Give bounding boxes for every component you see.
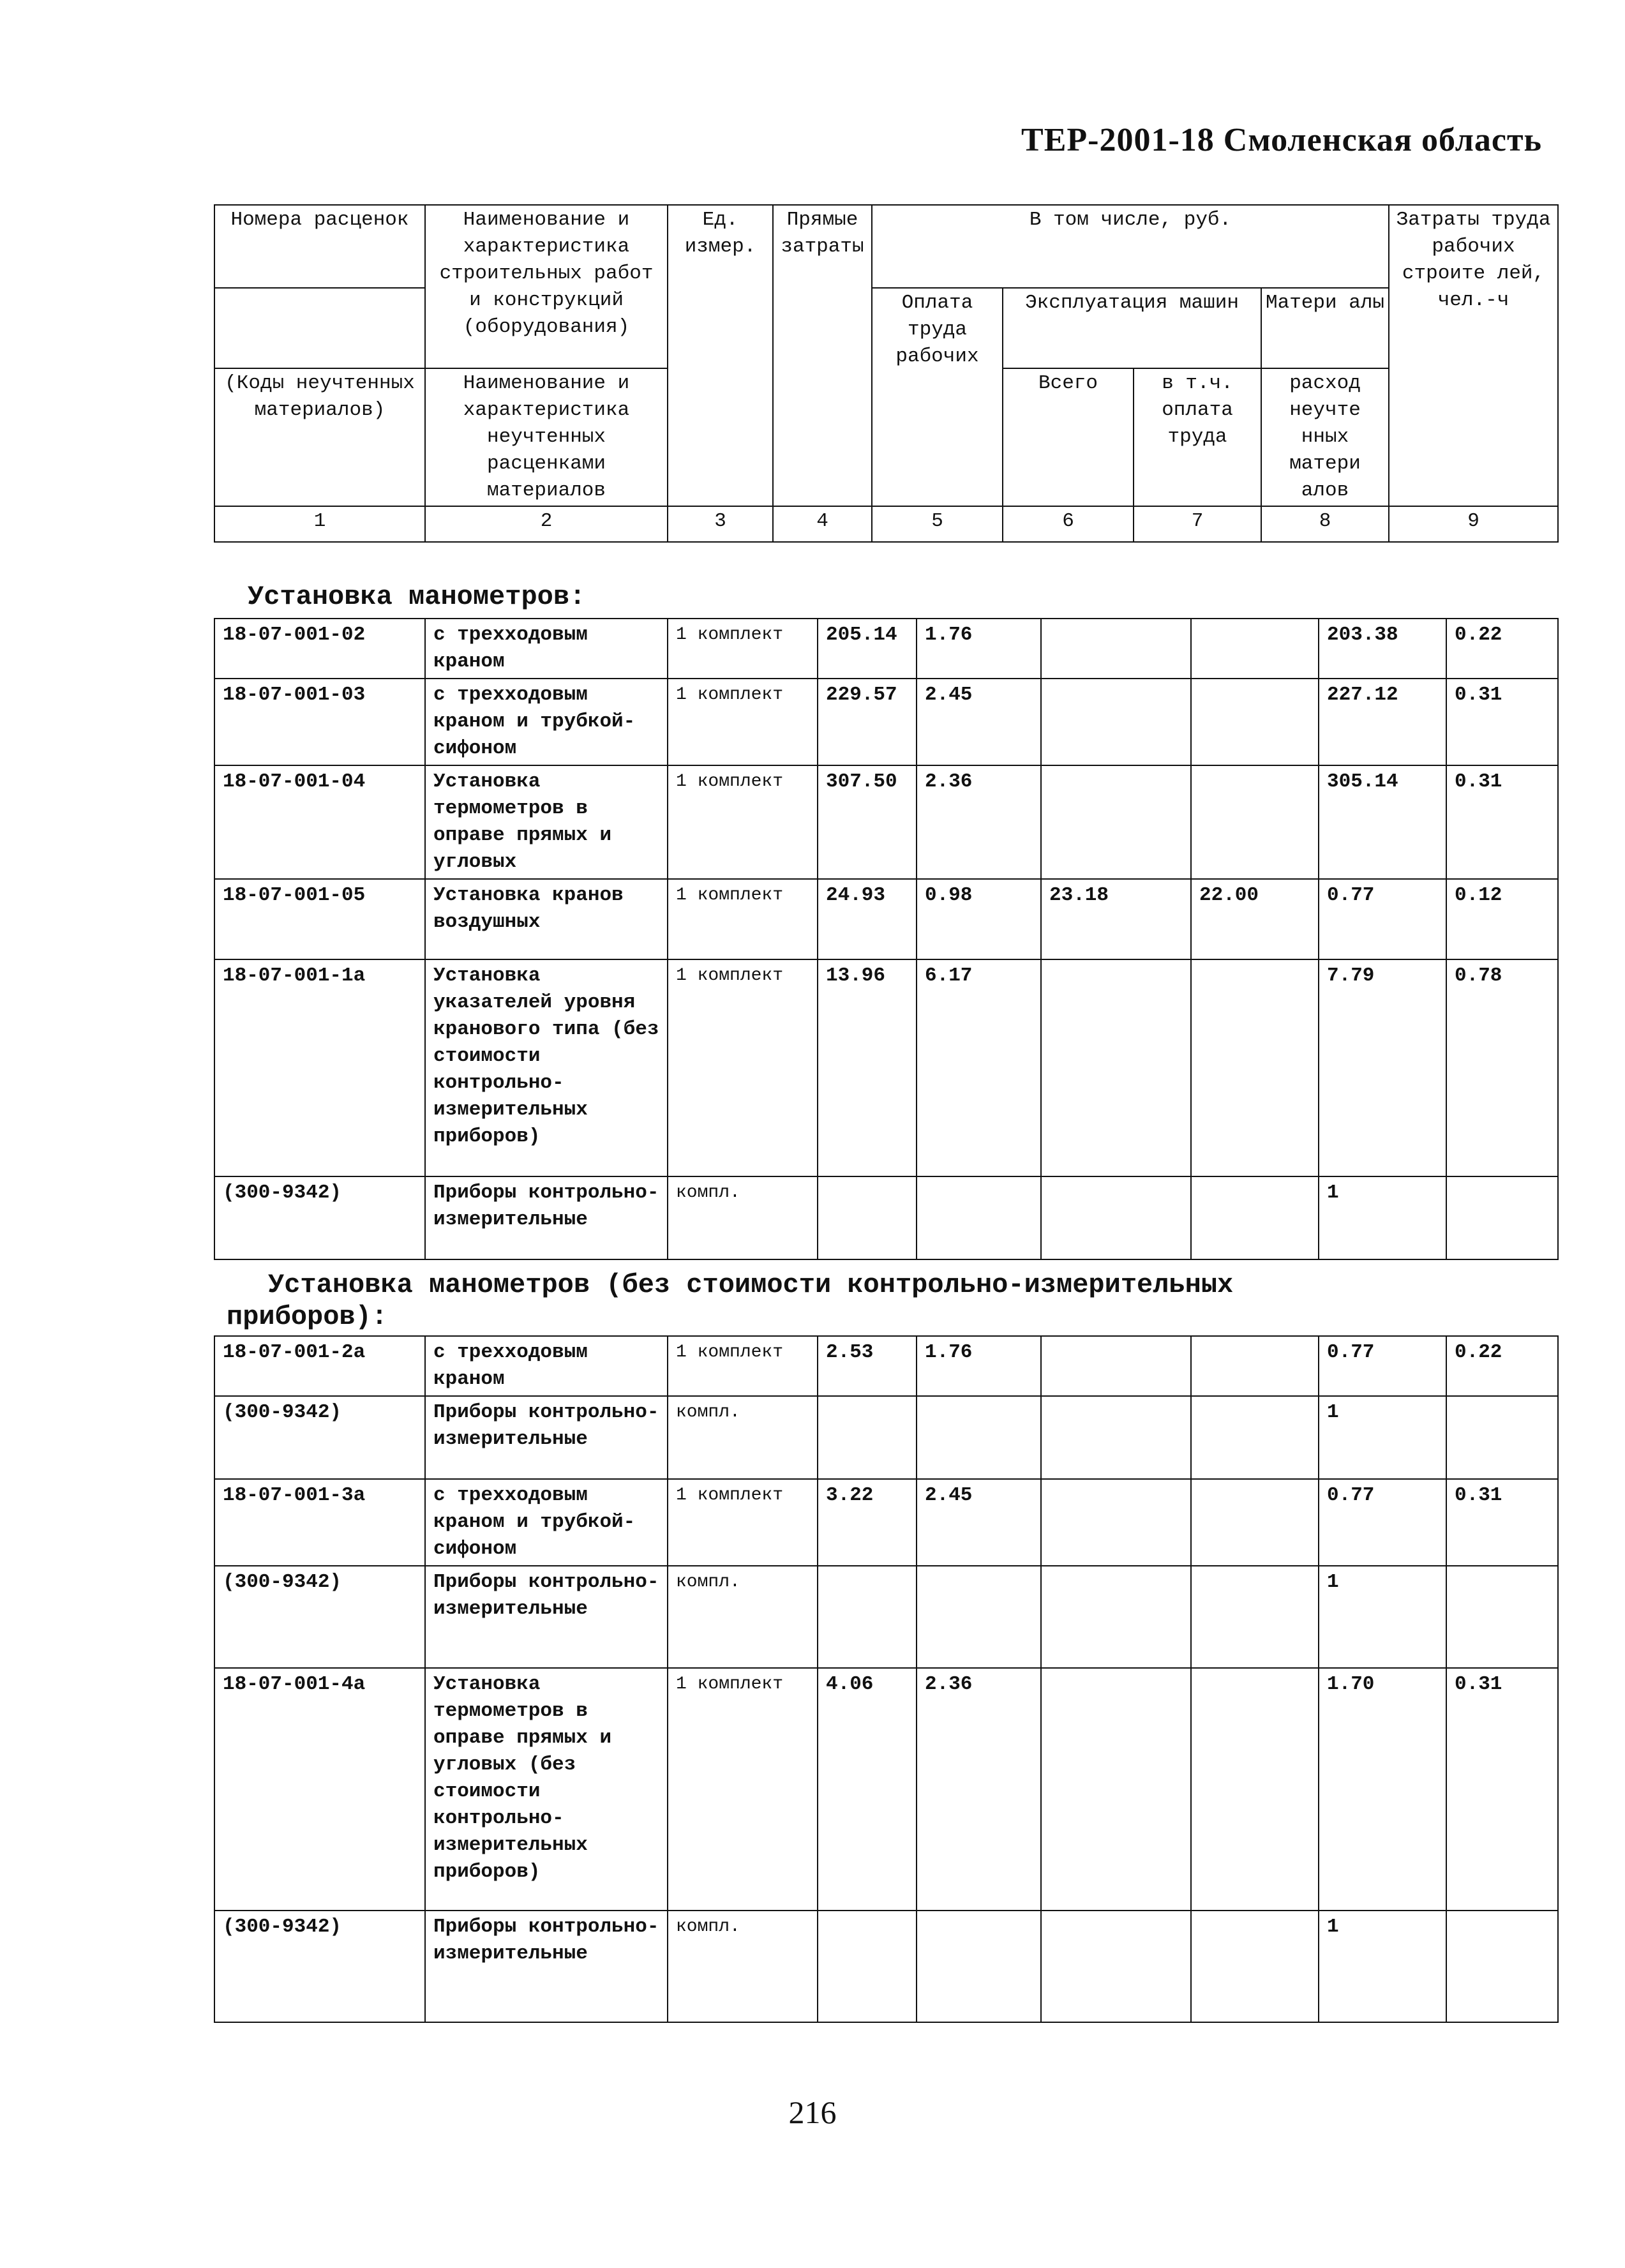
header-number: 5 <box>872 506 1003 542</box>
cell-name: Установка термометров в оправе прямых и угловых (без стоимости контрольно-измерительных приборов) <box>425 1668 668 1911</box>
header-number: 7 <box>1134 506 1261 542</box>
cell-unit: компл. <box>668 1911 818 2022</box>
cell-mach <box>1041 1336 1191 1396</box>
cell-name: с трехходовым краном и трубкой-сифоном <box>425 679 668 765</box>
section2-title-line1: Установка манометров (без стоимости контрольно-измерительных <box>268 1270 1234 1300</box>
cell-labor: 1.76 <box>917 619 1041 679</box>
cell-mach_labor <box>1191 959 1319 1176</box>
cell-name: Приборы контрольно-измерительные <box>425 1911 668 2022</box>
cell-mach <box>1041 1566 1191 1668</box>
cell-unit: компл. <box>668 1566 818 1668</box>
column-header-table <box>214 204 1559 543</box>
cell-direct <box>818 1911 917 2022</box>
cell-mach_labor <box>1191 1566 1319 1668</box>
table-row <box>214 679 1558 765</box>
cell-name: Установка указателей уровня кранового типа (без стоимости контрольно-измерительных приборов) <box>425 959 668 1176</box>
cell-name: с трехходовым краном и трубкой-сифоном <box>425 1479 668 1566</box>
cell-mach_labor: 22.00 <box>1191 879 1319 959</box>
cell-direct <box>818 1566 917 1668</box>
cell-name: Установка термометров в оправе прямых и угловых <box>425 765 668 879</box>
cell-direct: 3.22 <box>818 1479 917 1566</box>
cell-direct: 4.06 <box>818 1668 917 1911</box>
cell-mat: 0.77 <box>1319 879 1446 959</box>
cell-unit: 1 комплект <box>668 1668 818 1911</box>
document-title: ТЕР-2001-18 Смоленская область <box>1021 122 1542 158</box>
header-spacer <box>214 288 425 368</box>
header-col8a: Матери алы <box>1261 288 1389 368</box>
cell-mat: 203.38 <box>1319 619 1446 679</box>
cell-hours: 0.22 <box>1446 619 1558 679</box>
cell-direct: 2.53 <box>818 1336 917 1396</box>
cell-mat: 1 <box>1319 1911 1446 2022</box>
cell-labor <box>917 1911 1041 2022</box>
table-row <box>214 879 1558 959</box>
cell-labor <box>917 1566 1041 1668</box>
cell-direct: 307.50 <box>818 765 917 879</box>
cell-mach <box>1041 1479 1191 1566</box>
cell-labor: 2.45 <box>917 679 1041 765</box>
header-col6-7: Эксплуатация машин <box>1003 288 1261 368</box>
cell-hours <box>1446 1566 1558 1668</box>
cell-mat: 0.77 <box>1319 1336 1446 1396</box>
cell-hours <box>1446 1176 1558 1259</box>
cell-mach <box>1041 765 1191 879</box>
header-col6: Всего <box>1003 368 1134 506</box>
header-number: 6 <box>1003 506 1134 542</box>
cell-mach_labor <box>1191 1336 1319 1396</box>
table-row <box>214 1911 1558 2022</box>
cell-unit: 1 комплект <box>668 959 818 1176</box>
header-col7: в т.ч. оплата труда <box>1134 368 1261 506</box>
table-row <box>214 1396 1558 1479</box>
cell-mach <box>1041 959 1191 1176</box>
cell-unit: 1 комплект <box>668 765 818 879</box>
cell-unit: 1 комплект <box>668 619 818 679</box>
cell-code: (300-9342) <box>214 1176 425 1259</box>
header-number: 4 <box>773 506 872 542</box>
cell-hours: 0.78 <box>1446 959 1558 1176</box>
cell-mach_labor <box>1191 1479 1319 1566</box>
cell-mach <box>1041 1668 1191 1911</box>
cell-mach <box>1041 1396 1191 1479</box>
cell-hours: 0.31 <box>1446 679 1558 765</box>
cell-labor: 2.45 <box>917 1479 1041 1566</box>
cell-code: 18-07-001-4a <box>214 1668 425 1911</box>
cell-unit: 1 комплект <box>668 1479 818 1566</box>
table-row <box>214 619 1558 679</box>
page-number: 216 <box>788 2094 837 2130</box>
cell-direct: 205.14 <box>818 619 917 679</box>
cell-labor: 0.98 <box>917 879 1041 959</box>
header-col2a: Наименование и характеристика строительных работ и конструкций (оборудования) <box>425 205 668 368</box>
cell-code: 18-07-001-03 <box>214 679 425 765</box>
cell-hours: 0.31 <box>1446 1668 1558 1911</box>
section1-table <box>214 618 1559 1260</box>
table-row <box>214 765 1558 879</box>
cell-hours: 0.31 <box>1446 1479 1558 1566</box>
cell-mach_labor <box>1191 619 1319 679</box>
cell-mach_labor <box>1191 1396 1319 1479</box>
cell-name: Приборы контрольно-измерительные <box>425 1176 668 1259</box>
cell-unit: компл. <box>668 1396 818 1479</box>
cell-mach <box>1041 1176 1191 1259</box>
cell-mat: 305.14 <box>1319 765 1446 879</box>
cell-code: 18-07-001-02 <box>214 619 425 679</box>
table-row <box>214 1479 1558 1566</box>
table-row <box>214 1566 1558 1668</box>
section2-rows <box>214 1336 1558 2022</box>
cell-labor: 2.36 <box>917 765 1041 879</box>
cell-mach: 23.18 <box>1041 879 1191 959</box>
cell-mach <box>1041 679 1191 765</box>
cell-mach_labor <box>1191 1911 1319 2022</box>
cell-mat: 1 <box>1319 1566 1446 1668</box>
cell-mat: 7.79 <box>1319 959 1446 1176</box>
header-number: 3 <box>668 506 773 542</box>
cell-hours: 0.12 <box>1446 879 1558 959</box>
cell-direct: 13.96 <box>818 959 917 1176</box>
cell-mat: 227.12 <box>1319 679 1446 765</box>
header-number: 8 <box>1261 506 1389 542</box>
cell-mat: 1 <box>1319 1176 1446 1259</box>
header-group: В том числе, руб. <box>872 205 1389 288</box>
cell-mach_labor <box>1191 765 1319 879</box>
header-number: 1 <box>214 506 425 542</box>
cell-hours <box>1446 1911 1558 2022</box>
header-col4: Прямые затраты <box>773 205 872 506</box>
cell-code: 18-07-001-2a <box>214 1336 425 1396</box>
cell-name: Установка кранов воздушных <box>425 879 668 959</box>
cell-labor <box>917 1176 1041 1259</box>
cell-code: 18-07-001-3a <box>214 1479 425 1566</box>
cell-code: 18-07-001-05 <box>214 879 425 959</box>
cell-mach_labor <box>1191 1176 1319 1259</box>
cell-direct: 24.93 <box>818 879 917 959</box>
cell-mat: 0.77 <box>1319 1479 1446 1566</box>
cell-labor <box>917 1396 1041 1479</box>
header-col1a: Номера расценок <box>214 205 425 288</box>
header-col8b: расход неучте нных матери алов <box>1261 368 1389 506</box>
cell-code: (300-9342) <box>214 1396 425 1479</box>
section2-table <box>214 1335 1559 2023</box>
section1-rows <box>214 619 1558 1259</box>
header-col5: Оплата труда рабочих <box>872 288 1003 506</box>
header-number: 2 <box>425 506 668 542</box>
cell-unit: 1 комплект <box>668 679 818 765</box>
table-row <box>214 1336 1558 1396</box>
cell-hours: 0.31 <box>1446 765 1558 879</box>
cell-mat: 1.70 <box>1319 1668 1446 1911</box>
section2-title-line2: приборов): <box>227 1302 388 1332</box>
header-number: 9 <box>1389 506 1558 542</box>
cell-mach <box>1041 619 1191 679</box>
cell-mach_labor <box>1191 1668 1319 1911</box>
table-row <box>214 959 1558 1176</box>
cell-hours: 0.22 <box>1446 1336 1558 1396</box>
cell-code: (300-9342) <box>214 1566 425 1668</box>
header-col2b: Наименование и характеристика неучтенных расценками материалов <box>425 368 668 506</box>
cell-code: 18-07-001-04 <box>214 765 425 879</box>
cell-direct <box>818 1176 917 1259</box>
cell-unit: 1 комплект <box>668 879 818 959</box>
cell-name: с трехходовым краном <box>425 619 668 679</box>
cell-code: (300-9342) <box>214 1911 425 2022</box>
cell-mach_labor <box>1191 679 1319 765</box>
cell-mat: 1 <box>1319 1396 1446 1479</box>
section1-title: Установка манометров: <box>248 582 586 612</box>
cell-code: 18-07-001-1a <box>214 959 425 1176</box>
header-col3: Ед. измер. <box>668 205 773 506</box>
header-col1b: (Коды неучтенных материалов) <box>214 368 425 506</box>
table-row <box>214 1176 1558 1259</box>
cell-labor: 2.36 <box>917 1668 1041 1911</box>
cell-mach <box>1041 1911 1191 2022</box>
cell-name: Приборы контрольно-измерительные <box>425 1396 668 1479</box>
cell-direct <box>818 1396 917 1479</box>
cell-name: Приборы контрольно-измерительные <box>425 1566 668 1668</box>
cell-labor: 6.17 <box>917 959 1041 1176</box>
cell-name: с трехходовым краном <box>425 1336 668 1396</box>
cell-labor: 1.76 <box>917 1336 1041 1396</box>
cell-direct: 229.57 <box>818 679 917 765</box>
cell-unit: компл. <box>668 1176 818 1259</box>
header-col9: Затраты труда рабочих строите лей, чел.-ч <box>1389 205 1558 506</box>
cell-hours <box>1446 1396 1558 1479</box>
table-row <box>214 1668 1558 1911</box>
cell-unit: 1 комплект <box>668 1336 818 1396</box>
